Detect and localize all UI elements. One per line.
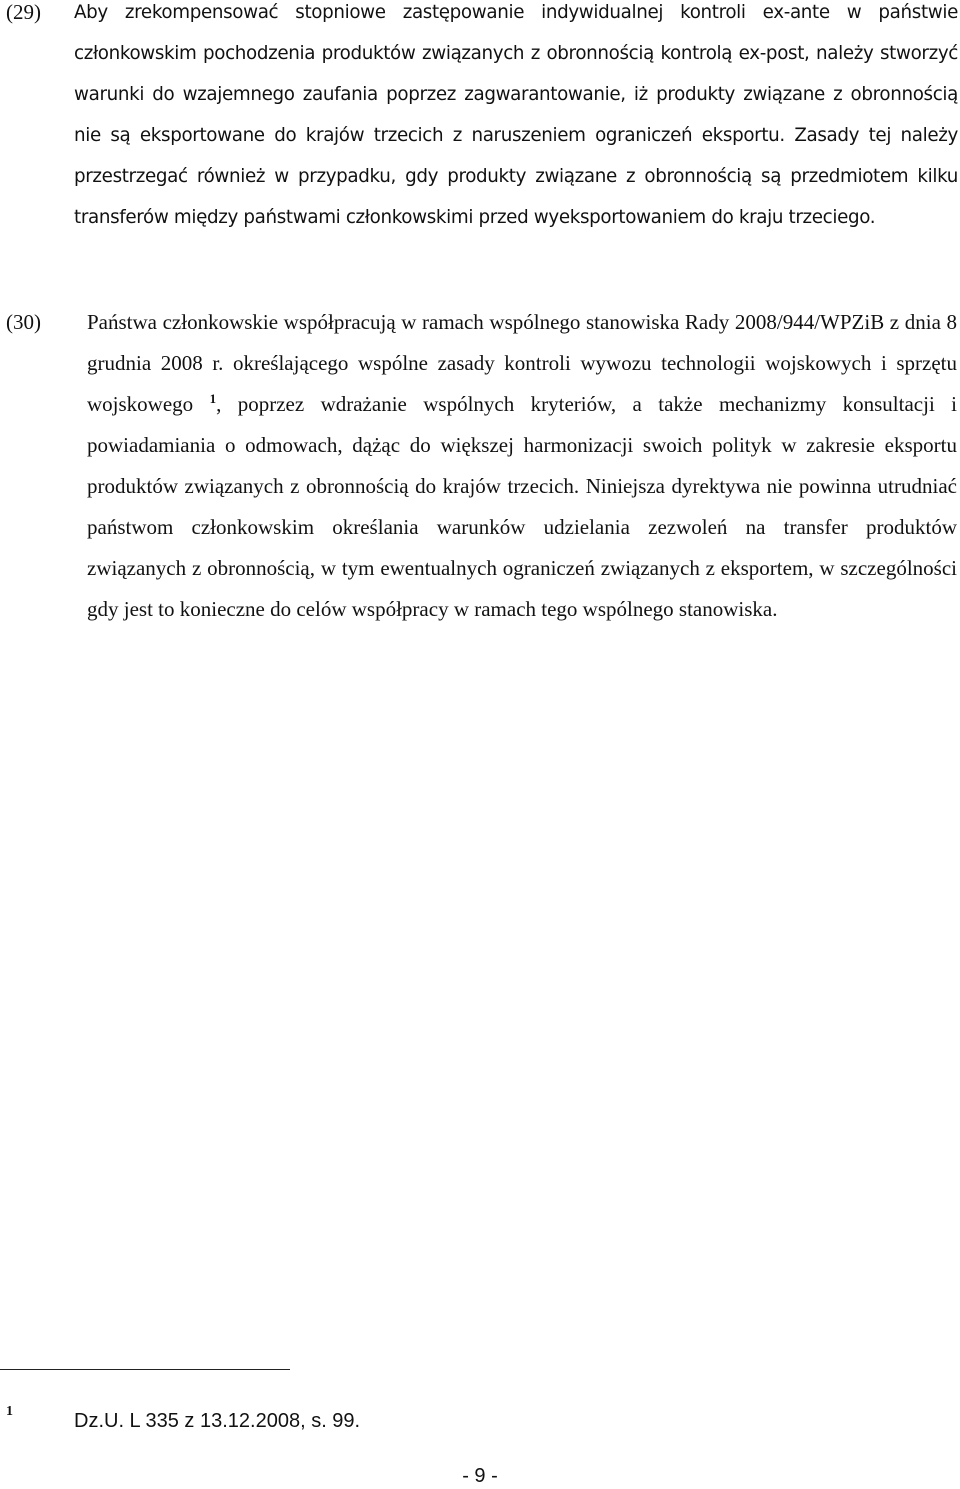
paragraph-number: (30) [6, 310, 41, 334]
footnote-mark: 1 [6, 1404, 13, 1419]
footnote-separator [0, 1369, 290, 1370]
paragraph-text [87, 302, 957, 630]
paragraph-number: (29) [6, 0, 41, 24]
footnote-text: Dz.U. L 335 z 13.12.2008, s. 99. [74, 1410, 361, 1432]
paragraph-text-part: Państwa członkowskie współpracują w ramach wspólnego stanowiska Rady 2008/944/WPZiB z dnia 8 grudnia 2008 r. określającego wspólne zasady kontroli wywozu technologii wojskowych i sprzętu wojskowego [87, 310, 957, 416]
paragraph-text: Aby zrekompensować stopniowe zastępowanie indywidualnej kontroli ex-ante w państwie członkowskim pochodzenia produktów związanych z obronnością kontrolą ex-post, należy stworzyć warunki do wzajemnego zaufania poprzez zagwarantowanie, iż produkty związane z obronnością nie są eksportowane do krajów trzecich z naruszeniem ograniczeń eksportu. Zasady tej należy przestrzegać również w przypadku, gdy produkty związane z obronnością są przedmiotem kilku transferów między państwami członkowskimi przed wyeksportowaniem do kraju trzeciego. [74, 2, 958, 228]
page-number: - 9 - [462, 1465, 498, 1487]
footnote-reference[interactable]: 1 [209, 391, 217, 406]
paragraph-text-part: , poprzez wdrażanie wspólnych kryteriów, a także mechanizmy konsultacji i powiadamiania o odmowach, dążąc do większej harmonizacji swoich polityk w zakresie eksportu produktów związanych z obronnością do krajów trzecich. Niniejsza dyrektywa nie powinna utrudniać państwom członkowskim określania warunków udzielania zezwoleń na transfer produktów związanych z obronnością, w tym ewentualnych ograniczeń związanych z eksportem, w szczególności gdy jest to konieczne do celów współpracy w ramach tego wspólnego stanowiska. [87, 392, 958, 621]
